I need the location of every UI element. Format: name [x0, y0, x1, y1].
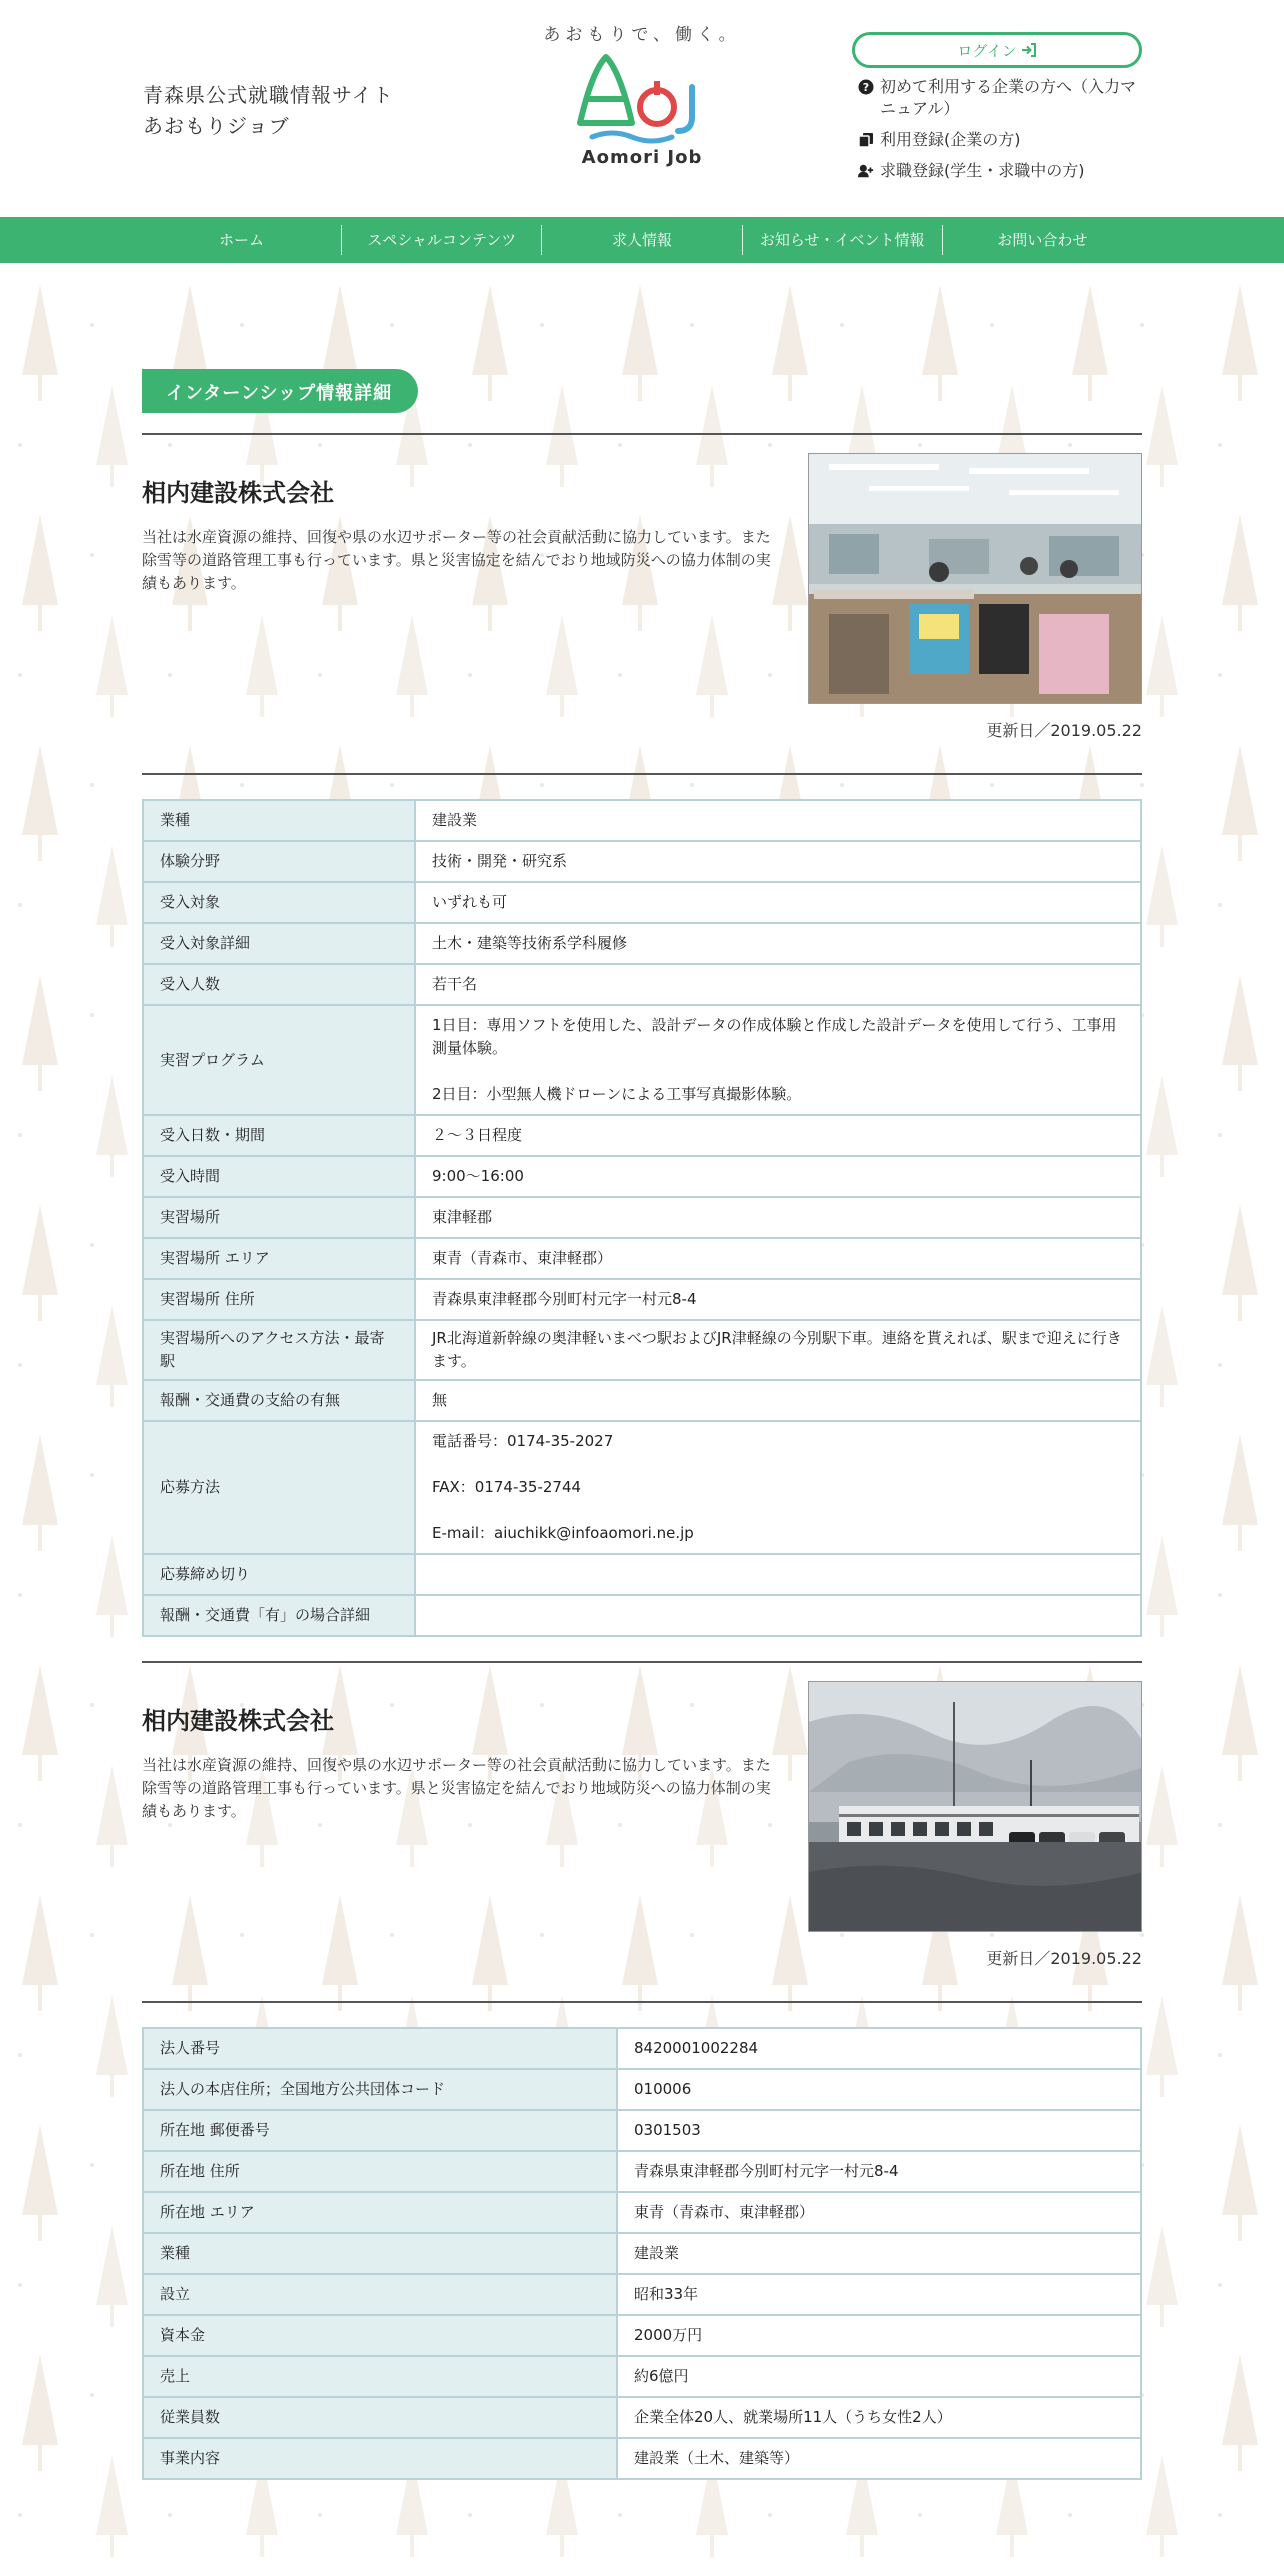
- table-row: [143, 1320, 1141, 1380]
- table-key: 業種: [143, 2233, 617, 2274]
- table-row: [143, 1279, 1141, 1320]
- svg-text:?: ?: [862, 81, 870, 95]
- program-day1: 1日目：専用ソフトを使用した、設計データの作成体験と作成した設計データを使用して行う、工事用測量体験。: [432, 1016, 1117, 1057]
- table-row: [143, 2069, 1141, 2110]
- table-value: [415, 1421, 1141, 1554]
- table-value: 東津軽郡: [415, 1197, 1141, 1238]
- table-key: 売上: [143, 2356, 617, 2397]
- table-value: 昭和33年: [617, 2274, 1141, 2315]
- table-row: [143, 2028, 1141, 2069]
- sign-in-icon: [1021, 43, 1037, 57]
- table-row: [143, 1005, 1141, 1115]
- table-value: 約6億円: [617, 2356, 1141, 2397]
- link-first-time-label: 初めて利用する企業の方へ（入力マニュアル）: [880, 77, 1137, 118]
- table-key: 所在地 エリア: [143, 2192, 617, 2233]
- table-value: 土木・建築等技術系学科履修: [415, 923, 1141, 964]
- table-key: 業種: [143, 800, 415, 841]
- nav-item-news-events[interactable]: お知らせ・イベント情報: [742, 225, 942, 255]
- table-row: [143, 2356, 1141, 2397]
- table-key: 実習場所へのアクセス方法・最寄駅: [143, 1320, 415, 1380]
- table-key: 所在地 郵便番号: [143, 2110, 617, 2151]
- program-day2: 2日目：小型無人機ドローンによる工事写真撮影体験。: [432, 1085, 802, 1103]
- table-key: 報酬・交通費「有」の場合詳細: [143, 1595, 415, 1636]
- table-value: 010006: [617, 2069, 1141, 2110]
- table-key: 法人の本店住所；全国地方公共団体コード: [143, 2069, 617, 2110]
- table-key: 所在地 住所: [143, 2151, 617, 2192]
- table-value: 建設業: [415, 800, 1141, 841]
- table-key: 受入時間: [143, 1156, 415, 1197]
- table-key: 応募方法: [143, 1421, 415, 1554]
- table-key: 実習場所: [143, 1197, 415, 1238]
- link-company-register-label: 利用登録(企業の方): [880, 130, 1021, 149]
- company-summary-1: [142, 453, 1142, 704]
- aomori-job-logo-icon: [572, 51, 712, 145]
- table-key: 受入人数: [143, 964, 415, 1005]
- link-first-time[interactable]: [858, 76, 1148, 120]
- table-value: [415, 1595, 1141, 1636]
- link-job-seeker-register[interactable]: [858, 160, 1148, 182]
- contact-phone: 電話番号：0174-35-2027: [432, 1432, 614, 1450]
- contact-fax: FAX：0174-35-2744: [432, 1478, 582, 1496]
- logo[interactable]: [530, 20, 754, 168]
- table-value: 0301503: [617, 2110, 1141, 2151]
- divider: [142, 2001, 1142, 2003]
- link-job-seeker-register-label: 求職登録(学生・求職中の方): [880, 161, 1085, 180]
- table-row: [143, 882, 1141, 923]
- company-name: 相内建設株式会社: [142, 1707, 334, 1735]
- table-value: ２～３日程度: [415, 1115, 1141, 1156]
- office-interior-photo: [808, 453, 1142, 704]
- table-value: 青森県東津軽郡今別町村元字一村元8-4: [617, 2151, 1141, 2192]
- table-key: 受入日数・期間: [143, 1115, 415, 1156]
- company-details-table: [142, 2027, 1142, 2480]
- table-row: [143, 2397, 1141, 2438]
- table-row: [143, 2233, 1141, 2274]
- site-title-line1: 青森県公式就職情報サイト: [143, 83, 394, 107]
- logo-text: Aomori Job: [581, 147, 703, 168]
- nav-item-special-contents[interactable]: スペシャルコンテンツ: [341, 225, 541, 255]
- table-key: 実習場所 住所: [143, 1279, 415, 1320]
- table-row: [143, 1421, 1141, 1554]
- office-building-photo: [808, 1681, 1142, 1932]
- divider: [142, 433, 1142, 435]
- table-key: 実習場所 エリア: [143, 1238, 415, 1279]
- company-summary-2: [142, 1681, 1142, 1932]
- tagline: あおもりで、働く。: [543, 25, 741, 45]
- table-row: [143, 2151, 1141, 2192]
- table-value: 技術・開発・研究系: [415, 841, 1141, 882]
- site-title[interactable]: [143, 80, 394, 142]
- table-value: 2000万円: [617, 2315, 1141, 2356]
- nav-item-job-info[interactable]: 求人情報: [541, 225, 741, 255]
- copy-icon: [858, 132, 874, 148]
- table-value: 無: [415, 1380, 1141, 1421]
- table-row: [143, 841, 1141, 882]
- table-value: いずれも可: [415, 882, 1141, 923]
- table-row: [143, 2192, 1141, 2233]
- table-value: 若干名: [415, 964, 1141, 1005]
- main-nav: [0, 217, 1284, 263]
- company-name: 相内建設株式会社: [142, 479, 334, 507]
- updated-date: 更新日／2019.05.22: [986, 721, 1142, 740]
- login-button[interactable]: [852, 32, 1142, 68]
- table-value: 東青（青森市、東津軽郡）: [415, 1238, 1141, 1279]
- nav-item-contact[interactable]: お問い合わせ: [942, 225, 1142, 255]
- table-value: 建設業（土木、建築等）: [617, 2438, 1141, 2479]
- table-row: [143, 923, 1141, 964]
- table-key: 受入対象: [143, 882, 415, 923]
- user-plus-icon: [858, 163, 874, 179]
- link-company-register[interactable]: [858, 129, 1148, 151]
- table-value: 青森県東津軽郡今別町村元字一村元8-4: [415, 1279, 1141, 1320]
- table-key: 報酬・交通費の支給の有無: [143, 1380, 415, 1421]
- table-key: 従業員数: [143, 2397, 617, 2438]
- site-title-line2: あおもりジョブ: [143, 114, 290, 138]
- table-row: [143, 2110, 1141, 2151]
- contact-email[interactable]: E-mail：aiuchikk@infoaomori.ne.jp: [432, 1524, 694, 1542]
- section-title: インターンシップ情報詳細: [142, 369, 418, 413]
- table-key: 事業内容: [143, 2438, 617, 2479]
- divider: [142, 773, 1142, 775]
- table-value: 企業全体20人、就業場所11人（うち女性2人）: [617, 2397, 1141, 2438]
- table-key: 受入対象詳細: [143, 923, 415, 964]
- table-row: [143, 1156, 1141, 1197]
- table-row: [143, 1595, 1141, 1636]
- site-header: [0, 0, 1284, 217]
- company-description: 当社は水産資源の維持、回復や県の水辺サポーター等の社会貢献活動に協力しています。また除雪等の道路管理工事も行っています。県と災害協定を結んでおり地域防災への協力体制の実績もあります。: [142, 1756, 771, 1820]
- table-row: [143, 1380, 1141, 1421]
- table-key: 応募締め切り: [143, 1554, 415, 1595]
- table-row: [143, 2274, 1141, 2315]
- table-value: 9:00～16:00: [415, 1156, 1141, 1197]
- table-key: 資本金: [143, 2315, 617, 2356]
- table-key: 実習プログラム: [143, 1005, 415, 1115]
- table-value: 8420001002284: [617, 2028, 1141, 2069]
- table-row: [143, 1554, 1141, 1595]
- company-description: 当社は水産資源の維持、回復や県の水辺サポーター等の社会貢献活動に協力しています。また除雪等の道路管理工事も行っています。県と災害協定を結んでおり地域防災への協力体制の実績もあります。: [142, 528, 771, 592]
- table-row: [143, 2315, 1141, 2356]
- table-row: [143, 964, 1141, 1005]
- main-content: [142, 263, 1142, 2480]
- header-links: [858, 76, 1148, 191]
- updated-date: 更新日／2019.05.22: [986, 1949, 1142, 1968]
- table-row: [143, 1238, 1141, 1279]
- table-row: [143, 1197, 1141, 1238]
- table-key: 設立: [143, 2274, 617, 2315]
- internship-details-table: [142, 799, 1142, 1637]
- table-row: [143, 2438, 1141, 2479]
- table-key: 体験分野: [143, 841, 415, 882]
- table-value: [415, 1005, 1141, 1115]
- table-key: 法人番号: [143, 2028, 617, 2069]
- table-row: [143, 1115, 1141, 1156]
- login-label: ログイン: [957, 41, 1017, 60]
- table-value: 東青（青森市、東津軽郡）: [617, 2192, 1141, 2233]
- divider: [142, 1661, 1142, 1663]
- question-circle-icon: [858, 79, 874, 95]
- table-value: 建設業: [617, 2233, 1141, 2274]
- table-value: JR北海道新幹線の奥津軽いまべつ駅およびJR津軽線の今別駅下車。連絡を貰えれば、駅まで迎えに行きます。: [415, 1320, 1141, 1380]
- table-value: [415, 1554, 1141, 1595]
- nav-item-home[interactable]: ホーム: [219, 231, 265, 249]
- table-row: [143, 800, 1141, 841]
